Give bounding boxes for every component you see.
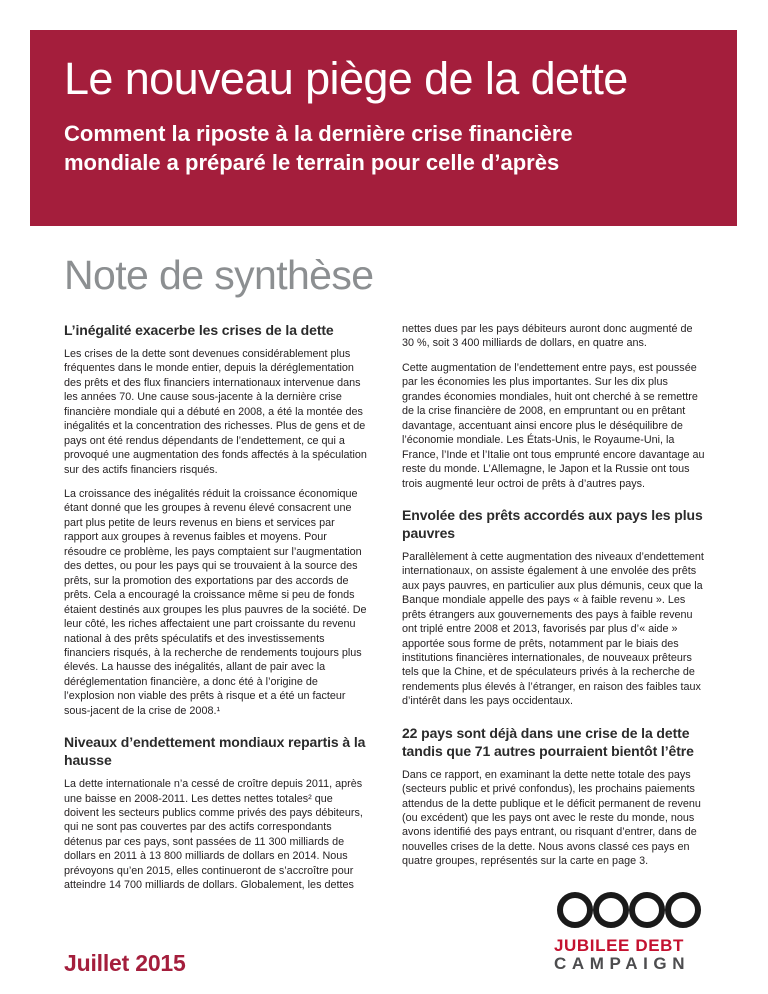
section-inequality <box>64 322 369 718</box>
report-title: Le nouveau piège de la dette <box>64 53 628 104</box>
synthese-heading: Note de synthèse <box>64 252 374 298</box>
report-subtitle-line2: mondiale a préparé le terrain pour celle d’après <box>64 149 560 175</box>
report-subtitle <box>64 119 709 178</box>
paragraph: Dans ce rapport, en examinant la dette nette totale des pays (secteurs public et privé confondus), les prochains paiements attendus de la dette publique et le déficit permanent de revenu (ou excédent) que les pays ont avec le reste du monde, nous avons identifié des pays entrant, ou risquant d’entrer, dans de nouvelles crises de la dette. Nous avons classé ces pays en quatre groupes, représentés sur la carte en page 3. <box>402 768 701 868</box>
paragraph: nettes dues par les pays débiteurs auront donc augmenté de 30 %, soit 3 400 milliards de dollars, en quatre ans. <box>402 323 693 350</box>
jubilee-debt-campaign-logo <box>554 892 706 974</box>
section-22-countries-crisis <box>402 725 707 869</box>
paragraph: Parallèlement à cette augmentation des niveaux d’endettement internationaux, on assiste également à une envolée des prêts aux pays pauvres, en particulier aux plus démunis, ceux que la Banque mondiale appelle des pays « à faible revenu ». Les prêts étrangers aux gouvernements des pays à faible revenu ont triplé entre 2008 et 2013, favorisés par plus d’« aide » apportée sous forme de prêts, notamment par le biais des institutions financières internationales, de nouveaux prêteurs tels que la Chine, et de spéculateurs privés à la recherche de rendements plus élevés à l’étranger, en raison des faibles taux d’intérêt dans les pays occidentaux. <box>402 550 704 708</box>
section-heading: 22 pays sont déjà dans une crise de la dette tandis que 71 autres pourraient bientôt l’être <box>402 724 694 759</box>
chain-links-icon <box>554 892 706 933</box>
section-debt-levels <box>64 734 369 892</box>
paragraph: La croissance des inégalités réduit la croissance économique étant donné que les groupes à revenu élevé consacrent une part plus petite de leurs revenus en biens et services par rapport aux groupes à revenus faibles et moyens. Pour résoudre ce problème, les pays comptaient sur l’augmentation des dettes, ou pour les pays qui se trouvaient à la source des prêts, sur la promotion des exportations par des accords de prêts. Cela a encouragé la croissance même si peu de fonds étaient destinés aux groupes les plus pauvres de la société. De leur côté, les riches affectaient une part croissante du revenu national à des prêts spéculatifs et des investissements financiers risqués, à la recherche de rendements toujours plus élevés. La hausse des inégalités, allant de pair avec la déréglementation financière, a donc été à l’origine de l’explosion non viable des prêts à risque et a été un facteur sous-jacent de la crise de 2008.¹ <box>64 487 367 717</box>
section-heading: Envolée des prêts accordés aux pays les plus pauvres <box>402 506 703 541</box>
section-heading: Niveaux d’endettement mondiaux repartis à la hausse <box>64 734 366 769</box>
paragraph: Cette augmentation de l’endettement entre pays, est poussée par les économies les plus importantes. Sur les dix plus grandes économies mondiales, huit ont cherché à se remettre de la crise financière de 2008, en empruntant ou en prêtant davantage, accentuant ainsi encore plus le déséquilibre de l’économie mondiale. Les États-Unis, le Royaume-Uni, la France, l’Inde et l’Italie ont tous emprunté encore davantage au reste du monde. L’Allemagne, le Japon et la Russie ont tous trois augmenté leur octroi de prêts à d’autres pays. <box>402 361 705 490</box>
section-heading: L’inégalité exacerbe les crises de la dette <box>64 322 334 338</box>
logo-text-jubilee-debt: JUBILEE DEBT <box>554 935 684 955</box>
report-subtitle-line1: Comment la riposte à la dernière crise financière <box>64 120 573 146</box>
paragraph: La dette internationale n’a cessé de croître depuis 2011, après une baisse en 2008-2011. Les dettes nettes totales² que doivent les secteurs publics comme privés des pays débiteurs, qui ne sont pas couvertes par des actifs correspondants détenus par ces pays, sont passées de 11 300 milliards de dollars en 2011 à 13 800 milliards de dollars en 2014. Nous prévoyons qu’en 2015, elles continueront de s’accroître pour atteindre 14 700 milliards de dollars. Globalement, les dettes <box>64 778 363 892</box>
section-poor-countries-lending <box>402 507 707 709</box>
title-band <box>30 30 737 226</box>
paragraph: Les crises de la dette sont devenues considérablement plus fréquentes dans le monde entier, depuis la déréglementation des prêts et des flux financiers internationaux intervenue dans les années 70. Une cause sous-jacente à la dernière crise financière mondiale qui a débuté en 2008, a été la montée des inégalités et la concentration des richesses. Plus de gens et de pays ont été rendus dépendants de l’endettement, ce qui a provoqué une augmentation des fonds affectés à la spéculation sur des actifs financiers risqués. <box>64 347 367 476</box>
body-columns <box>64 322 707 903</box>
left-column <box>64 322 369 903</box>
publication-date: Juillet 2015 <box>64 950 186 976</box>
logo-text-campaign: CAMPAIGN <box>554 954 691 974</box>
section-debt-levels-continued <box>402 322 707 491</box>
right-column <box>402 322 707 903</box>
